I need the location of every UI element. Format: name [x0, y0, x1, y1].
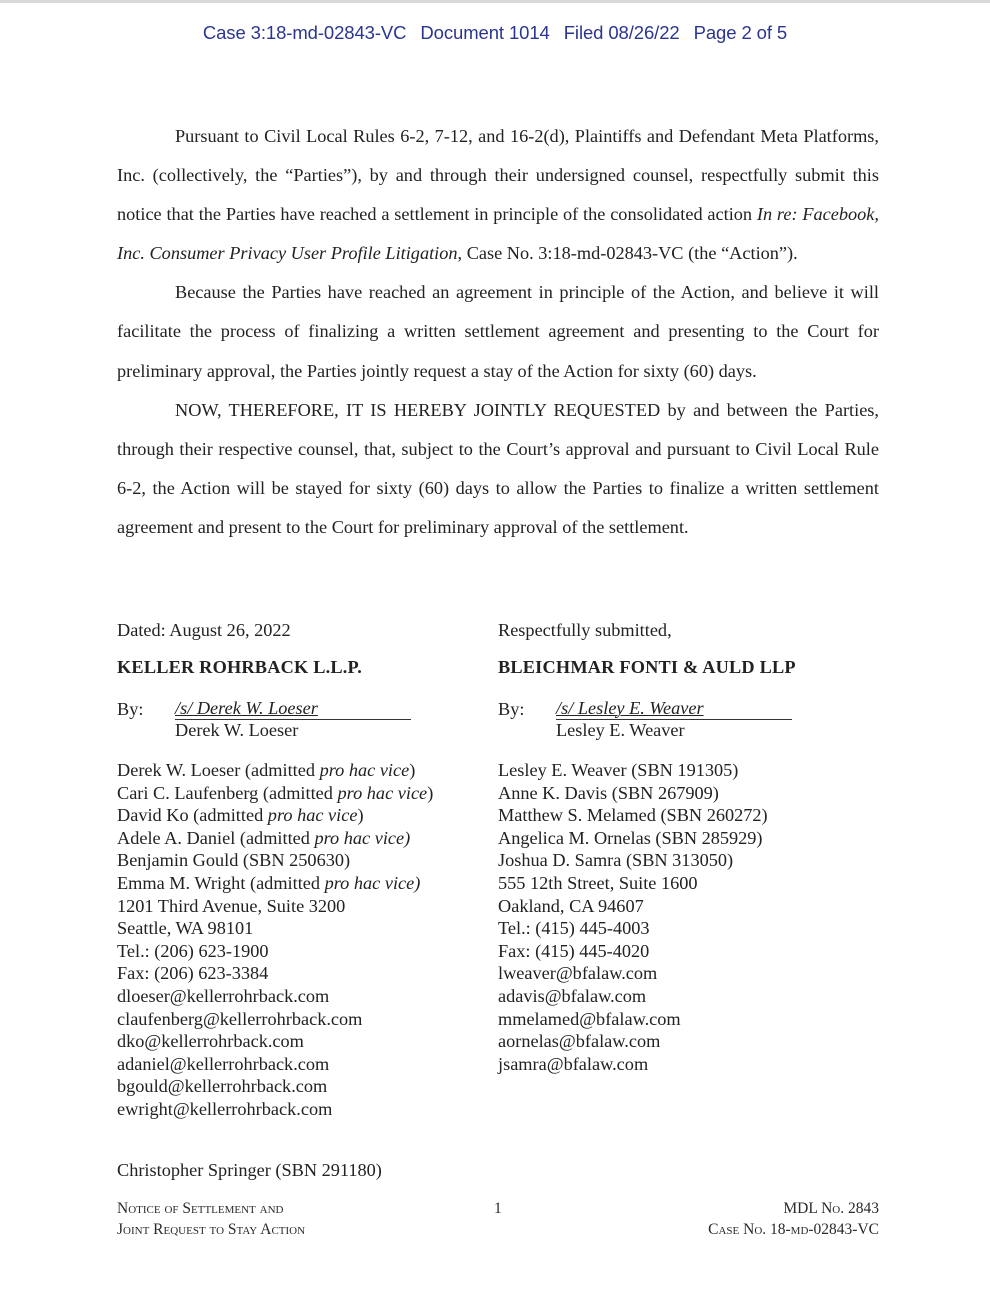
signature-by [117, 697, 487, 743]
ecf-header [0, 22, 990, 44]
document-number: Document 1014 [420, 22, 550, 43]
counsel-entry: David Ko (admitted pro hac vice) [117, 805, 364, 826]
email-line: bgould@kellerrohrback.com [117, 1076, 328, 1097]
email-line: dko@kellerrohrback.com [117, 1031, 304, 1052]
email-line: ewright@kellerrohrback.com [117, 1098, 333, 1119]
counsel-entry: Joshua D. Samra (SBN 313050) [498, 850, 734, 871]
signer-name: Derek W. Loeser [175, 720, 299, 740]
counsel-entry: Anne K. Davis (SBN 267909) [498, 782, 719, 803]
trailing-counsel: Christopher Springer (SBN 291180) [117, 1160, 382, 1180]
counsel-entry: Derek W. Loeser (admitted pro hac vice) [117, 760, 416, 780]
counsel-list [117, 759, 487, 1121]
respectfully-submitted: Respectfully submitted, [498, 620, 672, 640]
email-line: aornelas@bfalaw.com [498, 1031, 661, 1052]
paragraph-2: Because the Parties have reached an agreement in principle of the Action, and believe it will facilitate the process of finalizing a written settlement agreement and presenting to the Court for preliminary approval, the Parties jointly request a stay of the Action for sixty (60) days. [117, 282, 879, 381]
email-line: lweaver@bfalaw.com [498, 963, 658, 984]
counsel-entry: Cari C. Laufenberg (admitted pro hac vice) [117, 782, 434, 803]
page-top-border [0, 0, 990, 3]
phone-line: Tel.: (206) 623-1900 [117, 940, 269, 961]
counsel-entry: Adele A. Daniel (admitted pro hac vice) [117, 827, 411, 848]
signature-by [498, 697, 878, 743]
email-line: dloeser@kellerrohrback.com [117, 985, 330, 1006]
by-label: By: [498, 699, 525, 719]
footer-title: Notice of Settlement and Joint Request to Stay Action [117, 1200, 306, 1238]
email-line: claufenberg@kellerrohrback.com [117, 1008, 363, 1029]
e-signature: /s/ Derek W. Loeser [175, 697, 411, 720]
by-label: By: [117, 699, 144, 719]
document-body [117, 117, 879, 547]
counsel-entry: Matthew S. Melamed (SBN 260272) [498, 805, 768, 826]
email-line: adavis@bfalaw.com [498, 985, 647, 1006]
address-line: Oakland, CA 94607 [498, 895, 644, 916]
firm-name: KELLER ROHRBACK L.L.P. [117, 657, 362, 677]
email-line: mmelamed@bfalaw.com [498, 1008, 681, 1029]
phone-line: Tel.: (415) 445-4003 [498, 918, 650, 939]
dated-line: Dated: August 26, 2022 [117, 620, 291, 640]
case-caption: In re: Facebook, Inc. Consumer Privacy User Profile Litigation [117, 204, 879, 264]
counsel-list [498, 759, 878, 1075]
case-number: Case 3:18-md-02843-VC [202, 22, 407, 43]
footer-case-info: MDL No. 2843 Case No. 18-md-02843-VC [708, 1200, 879, 1238]
signature-block-left [117, 616, 487, 1121]
paragraph-1: Pursuant to Civil Local Rules 6-2, 7-12, and 16-2(d), Plaintiffs and Defendant Meta Platforms, Inc. (collectively, the “Parties”), by and through their undersigned counsel, respectfully submit this notice that the Parties have reached a settlement in principle of the consolidated action In re: Facebook, Inc. Consumer Privacy User Profile Litigation, Case No. 3:18-md-02843-VC (the “Action”). [117, 126, 879, 264]
address-line: 555 12th Street, Suite 1600 [498, 872, 698, 893]
signature-block-right [498, 616, 878, 1075]
counsel-entry: Lesley E. Weaver (SBN 191305) [498, 760, 739, 780]
fax-line: Fax: (415) 445-4020 [498, 940, 650, 961]
page-indicator: Page 2 of 5 [693, 22, 788, 43]
e-signature: /s/ Lesley E. Weaver [556, 697, 792, 720]
address-line: 1201 Third Avenue, Suite 3200 [117, 895, 346, 916]
firm-name: BLEICHMAR FONTI & AULD LLP [498, 657, 796, 677]
counsel-entry: Angelica M. Ornelas (SBN 285929) [498, 827, 763, 848]
filed-date: Filed 08/26/22 [563, 22, 680, 43]
counsel-entry: Emma M. Wright (admitted pro hac vice) [117, 872, 421, 893]
page-number: 1 [494, 1200, 502, 1217]
paragraph-3: NOW, THEREFORE, IT IS HEREBY JOINTLY REQUESTED by and between the Parties, through their respective counsel, that, subject to the Court’s approval and pursuant to Civil Local Rule 6-2, the Action will be stayed for sixty (60) days to allow the Parties to finalize a written settlement agreement and present to the Court for preliminary approval of the settlement. [117, 399, 879, 537]
counsel-entry: Benjamin Gould (SBN 250630) [117, 850, 351, 871]
address-line: Seattle, WA 98101 [117, 918, 254, 939]
signer-name: Lesley E. Weaver [556, 720, 685, 740]
email-line: jsamra@bfalaw.com [498, 1053, 649, 1074]
email-line: adaniel@kellerrohrback.com [117, 1053, 330, 1074]
fax-line: Fax: (206) 623-3384 [117, 963, 269, 984]
